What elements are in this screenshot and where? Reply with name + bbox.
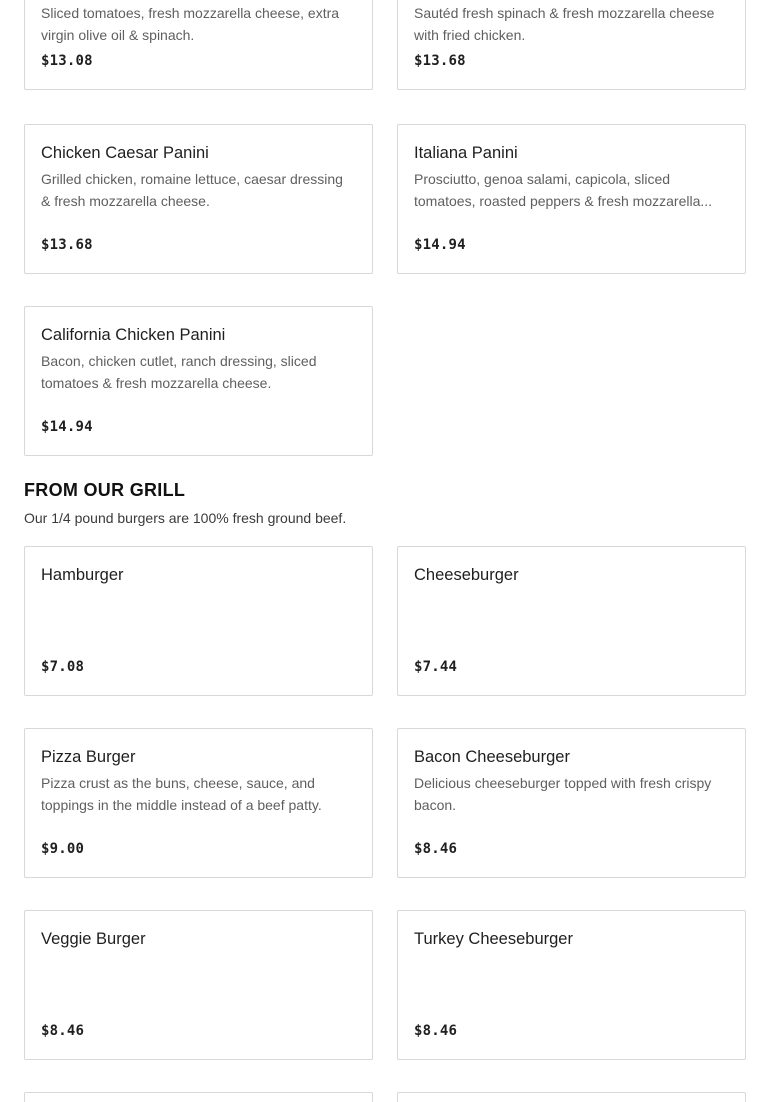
menu-item-card[interactable] xyxy=(397,728,746,878)
menu-item-description: Sliced tomatoes, fresh mozzarella cheese, extra virgin olive oil & spinach. xyxy=(41,5,340,43)
section-title: FROM OUR GRILL xyxy=(24,480,186,500)
menu-item-description: Delicious cheeseburger topped with fresh crispy bacon. xyxy=(414,775,712,813)
menu-item-card[interactable] xyxy=(24,306,373,456)
menu-item-card[interactable] xyxy=(397,0,746,90)
menu-item-name: California Chicken Panini xyxy=(41,326,226,344)
menu-item-card[interactable] xyxy=(24,0,373,90)
menu-item-price: $8.46 xyxy=(414,841,458,857)
menu-item-price: $9.00 xyxy=(41,841,85,857)
menu-item-card[interactable] xyxy=(24,1092,373,1102)
menu-item-card[interactable] xyxy=(24,728,373,878)
menu-item-description: Grilled chicken, romaine lettuce, caesar dressing & fresh mozzarella cheese. xyxy=(41,171,343,209)
menu-item-price: $8.46 xyxy=(41,1023,85,1039)
menu-item-name: Pizza Burger xyxy=(41,748,136,766)
menu-item-name: Chicken Caesar Panini xyxy=(41,144,209,162)
menu-item-card[interactable] xyxy=(397,1092,746,1102)
menu-item-card[interactable] xyxy=(397,124,746,274)
menu-item-name: Veggie Burger xyxy=(41,930,146,948)
menu-item-card[interactable] xyxy=(24,546,373,696)
menu-item-price: $14.94 xyxy=(41,419,93,435)
menu-item-price: $7.44 xyxy=(414,659,458,675)
menu-item-price: $13.68 xyxy=(414,53,466,69)
menu-item-description: Bacon, chicken cutlet, ranch dressing, sliced tomatoes & fresh mozzarella cheese. xyxy=(41,353,317,391)
menu-item-price: $8.46 xyxy=(414,1023,458,1039)
menu-item-description: Pizza crust as the buns, cheese, sauce, and toppings in the middle instead of a beef patty. xyxy=(41,775,322,813)
menu-item-name: Hamburger xyxy=(41,566,124,584)
section-subtitle: Our 1/4 pound burgers are 100% fresh ground beef. xyxy=(24,510,347,526)
menu-item-price: $13.68 xyxy=(41,237,93,253)
menu-item-price: $14.94 xyxy=(414,237,466,253)
menu-item-name: Cheeseburger xyxy=(414,566,519,584)
menu-item-card[interactable] xyxy=(397,546,746,696)
menu-item-card[interactable] xyxy=(24,910,373,1060)
menu-item-description: Sautéd fresh spinach & fresh mozzarella cheese with fried chicken. xyxy=(414,5,715,43)
menu-item-name: Bacon Cheeseburger xyxy=(414,748,570,766)
menu-item-card[interactable] xyxy=(397,910,746,1060)
menu-item-description: Prosciutto, genoa salami, capicola, sliced tomatoes, roasted peppers & fresh mozzarella... xyxy=(414,171,713,209)
menu-item-name: Turkey Cheeseburger xyxy=(414,930,573,948)
menu-item-price: $7.08 xyxy=(41,659,85,675)
menu-item-name: Italiana Panini xyxy=(414,144,518,162)
menu-item-price: $13.08 xyxy=(41,53,93,69)
menu-item-card[interactable] xyxy=(24,124,373,274)
